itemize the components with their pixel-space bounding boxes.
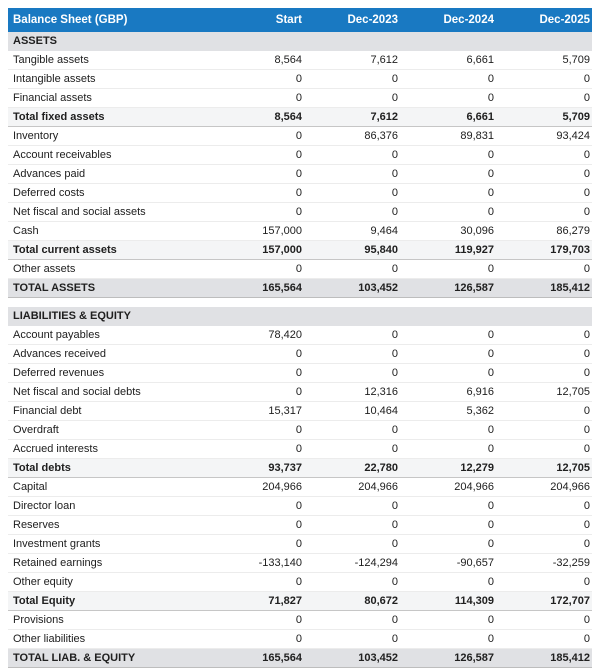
- row-value-cell: 0: [496, 630, 592, 649]
- table-row: [8, 630, 592, 649]
- row-label: Advances paid: [8, 165, 208, 184]
- row-value-cell: 12,279: [400, 459, 496, 478]
- section-spacer-cell: [8, 298, 592, 308]
- table-row: [8, 440, 592, 459]
- row-value-cell: 7,612: [304, 108, 400, 127]
- row-value-cell: 0: [304, 535, 400, 554]
- row-value-cell: 0: [304, 630, 400, 649]
- table-title: Balance Sheet (GBP): [8, 8, 208, 32]
- row-value-cell: 0: [496, 203, 592, 222]
- table-row: [8, 421, 592, 440]
- row-value-cell: 6,661: [400, 51, 496, 70]
- row-value-cell: 12,316: [304, 383, 400, 402]
- row-label: Reserves: [8, 516, 208, 535]
- row-label: Account payables: [8, 326, 208, 345]
- row-value-cell: 6,661: [400, 108, 496, 127]
- row-value-cell: 0: [304, 421, 400, 440]
- row-value-cell: 204,966: [304, 478, 400, 497]
- row-value-cell: 0: [496, 611, 592, 630]
- row-label: Total Equity: [8, 592, 208, 611]
- section-header-label: ASSETS: [8, 32, 208, 51]
- table-row: [8, 184, 592, 203]
- row-label: Deferred costs: [8, 184, 208, 203]
- row-value-cell: 0: [400, 345, 496, 364]
- row-value-cell: 0: [304, 146, 400, 165]
- row-value-cell: 185,412: [496, 649, 592, 668]
- row-value-cell: 5,709: [496, 108, 592, 127]
- row-value-cell: 5,709: [496, 51, 592, 70]
- row-value-cell: 165,564: [208, 649, 304, 668]
- row-value-cell: 204,966: [496, 478, 592, 497]
- table-header-row: [8, 8, 592, 32]
- row-value-cell: 0: [400, 146, 496, 165]
- row-label: Other equity: [8, 573, 208, 592]
- row-value-cell: 95,840: [304, 241, 400, 260]
- row-value-cell: 0: [208, 364, 304, 383]
- row-value-cell: 12,705: [496, 459, 592, 478]
- section-header-cell: [400, 307, 496, 326]
- row-value-cell: 0: [208, 146, 304, 165]
- row-value-cell: 0: [400, 440, 496, 459]
- row-value-cell: 0: [304, 260, 400, 279]
- row-value-cell: 0: [304, 497, 400, 516]
- table-row: [8, 345, 592, 364]
- table-row: [8, 478, 592, 497]
- row-value-cell: 0: [208, 260, 304, 279]
- row-value-cell: 0: [304, 345, 400, 364]
- row-value-cell: 204,966: [208, 478, 304, 497]
- row-value-cell: 0: [208, 497, 304, 516]
- section-header-cell: [496, 32, 592, 51]
- row-value-cell: 0: [208, 345, 304, 364]
- row-value-cell: 12,705: [496, 383, 592, 402]
- row-label: TOTAL ASSETS: [8, 279, 208, 298]
- row-value-cell: 71,827: [208, 592, 304, 611]
- row-value-cell: 0: [496, 402, 592, 421]
- row-value-cell: 165,564: [208, 279, 304, 298]
- row-value-cell: 157,000: [208, 222, 304, 241]
- row-value-cell: 0: [304, 573, 400, 592]
- row-label: Tangible assets: [8, 51, 208, 70]
- row-value-cell: 0: [400, 516, 496, 535]
- table-row: [8, 127, 592, 146]
- column-header-start: Start: [208, 8, 304, 32]
- row-value-cell: 93,424: [496, 127, 592, 146]
- row-value-cell: 0: [496, 326, 592, 345]
- row-value-cell: -124,294: [304, 554, 400, 573]
- row-value-cell: 0: [208, 535, 304, 554]
- row-value-cell: 0: [400, 89, 496, 108]
- column-header-dec-2023: Dec-2023: [304, 8, 400, 32]
- row-value-cell: 204,966: [400, 478, 496, 497]
- table-row: [8, 402, 592, 421]
- row-value-cell: 0: [208, 184, 304, 203]
- row-value-cell: 0: [304, 70, 400, 89]
- row-label: Accrued interests: [8, 440, 208, 459]
- row-label: Other liabilities: [8, 630, 208, 649]
- row-value-cell: 89,831: [400, 127, 496, 146]
- row-label: Total current assets: [8, 241, 208, 260]
- row-value-cell: 80,672: [304, 592, 400, 611]
- row-value-cell: 157,000: [208, 241, 304, 260]
- row-value-cell: -32,259: [496, 554, 592, 573]
- row-value-cell: 0: [208, 165, 304, 184]
- row-label: Deferred revenues: [8, 364, 208, 383]
- row-label: Net fiscal and social assets: [8, 203, 208, 222]
- row-value-cell: 0: [496, 146, 592, 165]
- row-value-cell: 0: [208, 383, 304, 402]
- row-label: Total fixed assets: [8, 108, 208, 127]
- row-value-cell: 0: [496, 345, 592, 364]
- table-row: [8, 70, 592, 89]
- row-value-cell: 8,564: [208, 108, 304, 127]
- row-value-cell: 0: [208, 440, 304, 459]
- row-label: Advances received: [8, 345, 208, 364]
- row-value-cell: 119,927: [400, 241, 496, 260]
- row-value-cell: 6,916: [400, 383, 496, 402]
- row-value-cell: 86,279: [496, 222, 592, 241]
- row-value-cell: 0: [208, 573, 304, 592]
- row-value-cell: 0: [208, 203, 304, 222]
- row-value-cell: 0: [304, 165, 400, 184]
- row-value-cell: 114,309: [400, 592, 496, 611]
- row-value-cell: 22,780: [304, 459, 400, 478]
- section-header-cell: [304, 307, 400, 326]
- row-label: TOTAL LIAB. & EQUITY: [8, 649, 208, 668]
- row-value-cell: 0: [496, 165, 592, 184]
- row-value-cell: 0: [496, 184, 592, 203]
- section-header-cell: [496, 307, 592, 326]
- table-row: [8, 165, 592, 184]
- row-value-cell: 0: [496, 516, 592, 535]
- grand-row: [8, 649, 592, 668]
- row-value-cell: 0: [304, 364, 400, 383]
- row-value-cell: 103,452: [304, 649, 400, 668]
- grand-row: [8, 279, 592, 298]
- row-value-cell: 0: [304, 89, 400, 108]
- row-value-cell: 0: [496, 70, 592, 89]
- subtotal-row: [8, 592, 592, 611]
- row-value-cell: 0: [304, 326, 400, 345]
- table-body: [8, 32, 592, 668]
- table-row: [8, 51, 592, 70]
- balance-sheet-table: [8, 8, 592, 668]
- row-value-cell: 0: [400, 260, 496, 279]
- row-value-cell: 0: [208, 89, 304, 108]
- row-label: Capital: [8, 478, 208, 497]
- table-row: [8, 383, 592, 402]
- row-value-cell: 0: [304, 440, 400, 459]
- column-header-dec-2025: Dec-2025: [496, 8, 592, 32]
- table-row: [8, 222, 592, 241]
- table-row: [8, 611, 592, 630]
- row-value-cell: 0: [208, 421, 304, 440]
- row-value-cell: 0: [496, 260, 592, 279]
- row-value-cell: 30,096: [400, 222, 496, 241]
- row-value-cell: 0: [208, 127, 304, 146]
- table-row: [8, 203, 592, 222]
- table-row: [8, 535, 592, 554]
- row-value-cell: 0: [496, 89, 592, 108]
- row-value-cell: 0: [496, 440, 592, 459]
- row-value-cell: 0: [208, 630, 304, 649]
- row-value-cell: 0: [400, 630, 496, 649]
- row-value-cell: 103,452: [304, 279, 400, 298]
- row-value-cell: 179,703: [496, 241, 592, 260]
- row-value-cell: 0: [496, 364, 592, 383]
- row-label: Intangible assets: [8, 70, 208, 89]
- table-row: [8, 260, 592, 279]
- section-header-cell: [400, 32, 496, 51]
- row-value-cell: 0: [400, 421, 496, 440]
- table-row: [8, 326, 592, 345]
- column-header-dec-2024: Dec-2024: [400, 8, 496, 32]
- row-label: Net fiscal and social debts: [8, 383, 208, 402]
- row-value-cell: 0: [208, 70, 304, 89]
- row-value-cell: 8,564: [208, 51, 304, 70]
- row-value-cell: 78,420: [208, 326, 304, 345]
- row-label: Investment grants: [8, 535, 208, 554]
- balance-sheet: [8, 8, 592, 668]
- row-label: Other assets: [8, 260, 208, 279]
- table-row: [8, 497, 592, 516]
- row-value-cell: 0: [304, 516, 400, 535]
- table-row: [8, 516, 592, 535]
- row-label: Provisions: [8, 611, 208, 630]
- table-row: [8, 554, 592, 573]
- row-value-cell: 86,376: [304, 127, 400, 146]
- section-header-cell: [304, 32, 400, 51]
- row-value-cell: 5,362: [400, 402, 496, 421]
- row-value-cell: 172,707: [496, 592, 592, 611]
- row-label: Total debts: [8, 459, 208, 478]
- row-value-cell: 0: [400, 326, 496, 345]
- row-value-cell: 0: [400, 184, 496, 203]
- row-value-cell: 7,612: [304, 51, 400, 70]
- row-value-cell: 0: [400, 165, 496, 184]
- row-label: Cash: [8, 222, 208, 241]
- table-row: [8, 573, 592, 592]
- subtotal-row: [8, 241, 592, 260]
- row-label: Retained earnings: [8, 554, 208, 573]
- row-value-cell: 0: [496, 535, 592, 554]
- row-value-cell: 0: [304, 203, 400, 222]
- row-value-cell: 0: [496, 497, 592, 516]
- row-label: Director loan: [8, 497, 208, 516]
- row-label: Financial debt: [8, 402, 208, 421]
- row-value-cell: 93,737: [208, 459, 304, 478]
- row-value-cell: -133,140: [208, 554, 304, 573]
- row-value-cell: 126,587: [400, 649, 496, 668]
- table-row: [8, 89, 592, 108]
- row-value-cell: 185,412: [496, 279, 592, 298]
- row-value-cell: 0: [304, 184, 400, 203]
- row-value-cell: 0: [496, 421, 592, 440]
- row-value-cell: 0: [304, 611, 400, 630]
- subtotal-row: [8, 108, 592, 127]
- row-value-cell: 0: [208, 516, 304, 535]
- section-spacer: [8, 298, 592, 308]
- row-label: Inventory: [8, 127, 208, 146]
- row-value-cell: 0: [400, 364, 496, 383]
- row-value-cell: 0: [400, 70, 496, 89]
- row-value-cell: 15,317: [208, 402, 304, 421]
- section-header-cell: [208, 307, 304, 326]
- section-header-label: LIABILITIES & EQUITY: [8, 307, 208, 326]
- row-value-cell: -90,657: [400, 554, 496, 573]
- row-value-cell: 9,464: [304, 222, 400, 241]
- row-value-cell: 0: [496, 573, 592, 592]
- subtotal-row: [8, 459, 592, 478]
- row-value-cell: 126,587: [400, 279, 496, 298]
- section-header-row: [8, 307, 592, 326]
- row-label: Financial assets: [8, 89, 208, 108]
- row-value-cell: 0: [400, 497, 496, 516]
- row-value-cell: 0: [208, 611, 304, 630]
- row-value-cell: 0: [400, 573, 496, 592]
- table-row: [8, 146, 592, 165]
- row-value-cell: 0: [400, 611, 496, 630]
- section-header-row: [8, 32, 592, 51]
- table-row: [8, 364, 592, 383]
- row-label: Overdraft: [8, 421, 208, 440]
- row-label: Account receivables: [8, 146, 208, 165]
- row-value-cell: 0: [400, 203, 496, 222]
- row-value-cell: 0: [400, 535, 496, 554]
- row-value-cell: 10,464: [304, 402, 400, 421]
- section-header-cell: [208, 32, 304, 51]
